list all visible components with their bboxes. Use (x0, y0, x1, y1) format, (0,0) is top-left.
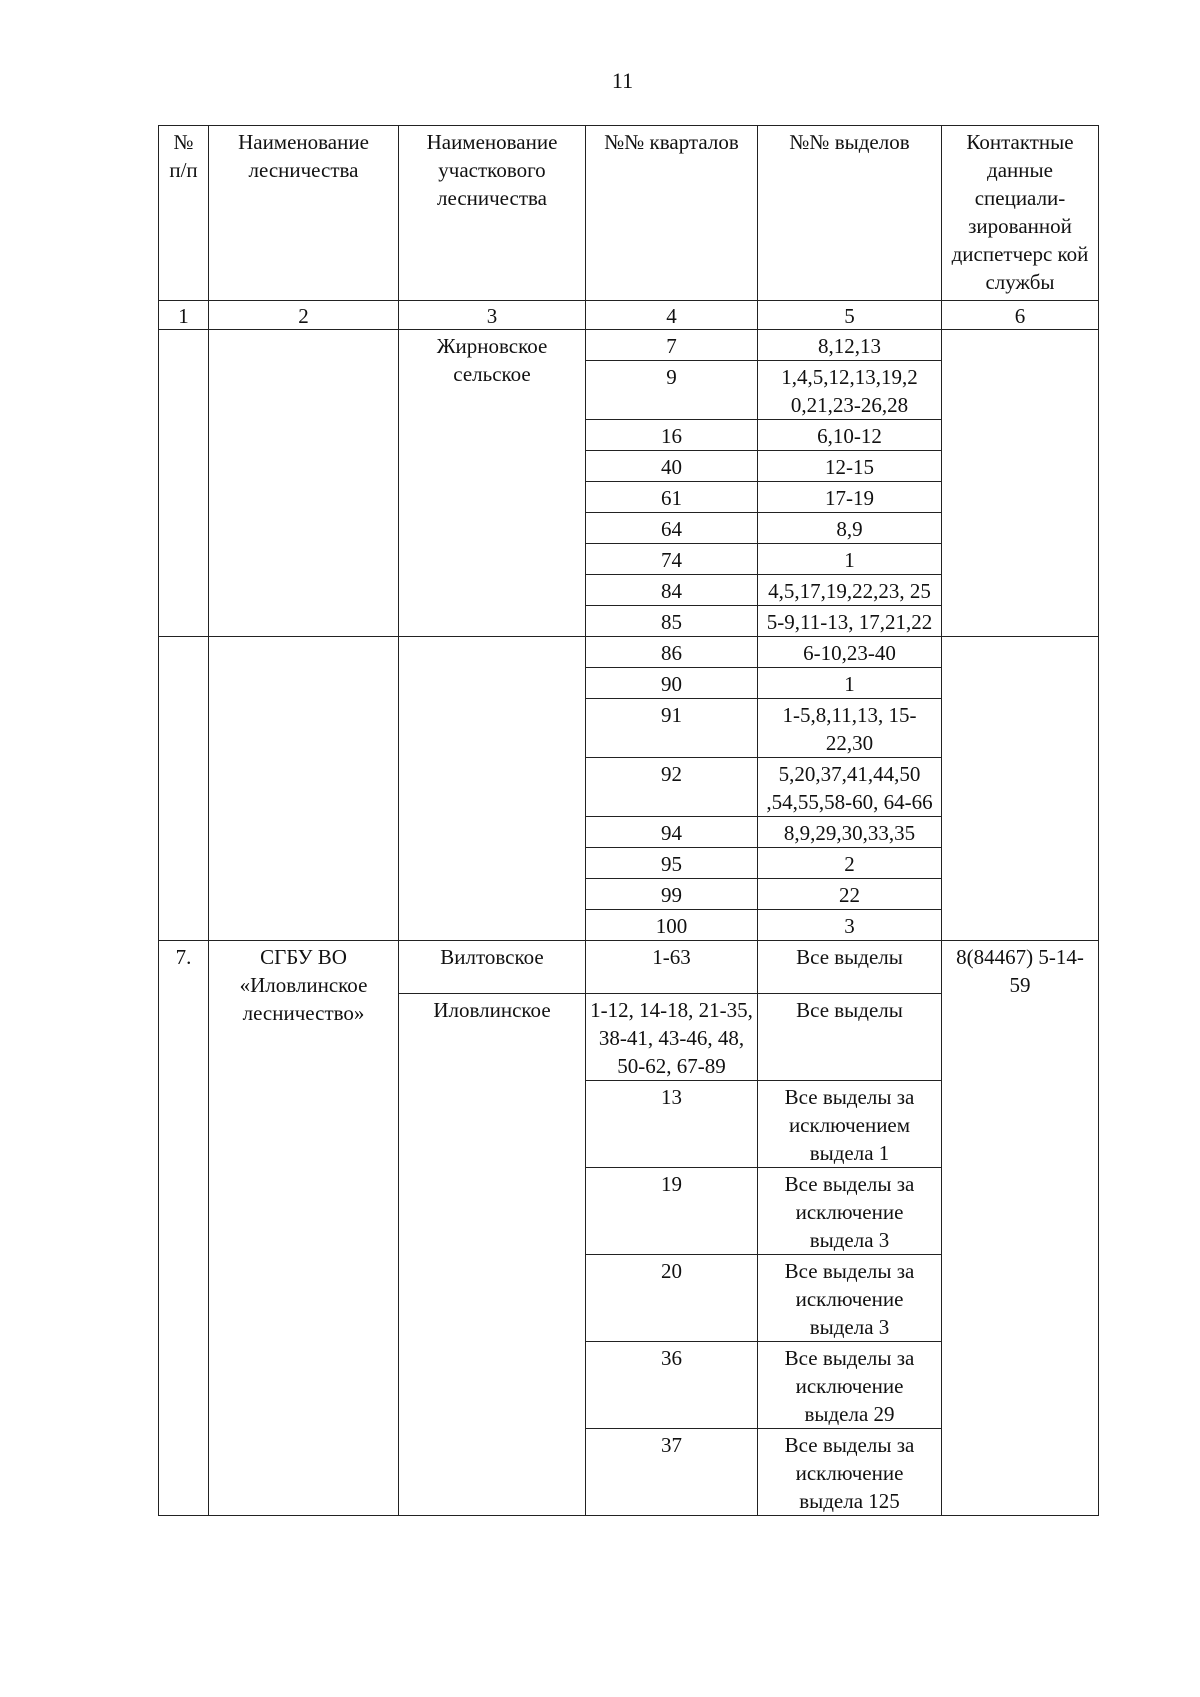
quarter-cell: 13 (586, 1081, 758, 1168)
column-number: 3 (399, 301, 586, 330)
district-cell: Иловлинское (399, 994, 586, 1516)
table-row (159, 941, 1099, 994)
quarter-cell: 19 (586, 1168, 758, 1255)
page-number: 11 (611, 68, 634, 93)
allotment-cell: 1 (758, 668, 942, 699)
quarter-cell: 95 (586, 848, 758, 879)
allotment-cell: Все выделы за исключением выдела 1 (758, 1081, 942, 1168)
quarter-cell: 16 (586, 420, 758, 451)
column-number-row (159, 301, 1099, 330)
column-number: 6 (942, 301, 1099, 330)
forestry-cell (209, 330, 399, 637)
allotment-cell: 1 (758, 544, 942, 575)
quarter-cell: 36 (586, 1342, 758, 1429)
forestry-cell (209, 637, 399, 941)
quarter-cell: 90 (586, 668, 758, 699)
district-cell: Вилтовское (399, 941, 586, 994)
allotment-cell: Все выделы за исключение выдела 3 (758, 1168, 942, 1255)
district-cell (399, 637, 586, 941)
header-cell: №№ выделов (758, 126, 942, 301)
quarter-cell: 37 (586, 1429, 758, 1516)
quarter-cell: 100 (586, 910, 758, 941)
quarter-cell: 61 (586, 482, 758, 513)
forestry-cell: СГБУ ВО «Иловлинское лесничество» (209, 941, 399, 1516)
district-cell: Жирновское сельское (399, 330, 586, 637)
header-cell: №№ кварталов (586, 126, 758, 301)
quarter-cell: 94 (586, 817, 758, 848)
quarter-cell: 99 (586, 879, 758, 910)
allotment-cell: 5,20,37,41,44,50 ,54,55,58-60, 64-66 (758, 758, 942, 817)
allotment-cell: 22 (758, 879, 942, 910)
quarter-cell: 20 (586, 1255, 758, 1342)
quarter-cell: 9 (586, 361, 758, 420)
allotment-cell: Все выделы за исключение выдела 3 (758, 1255, 942, 1342)
allotment-cell: 8,9 (758, 513, 942, 544)
quarter-cell: 91 (586, 699, 758, 758)
column-number: 1 (159, 301, 209, 330)
header-cell: Контактные данные специали-зированной диспетчерс кой службы (942, 126, 1099, 301)
table-row (159, 330, 1099, 361)
column-number: 4 (586, 301, 758, 330)
allotment-cell: 6,10-12 (758, 420, 942, 451)
contact-cell (942, 330, 1099, 637)
quarter-cell: 85 (586, 606, 758, 637)
contact-cell (942, 637, 1099, 941)
quarter-cell: 1-63 (586, 941, 758, 994)
forestry-table (158, 125, 1099, 1516)
allotment-cell: 3 (758, 910, 942, 941)
header-cell: № п/п (159, 126, 209, 301)
header-cell: Наименование участкового лесничества (399, 126, 586, 301)
contact-cell: 8(84467) 5-14-59 (942, 941, 1099, 1516)
row-number-cell (159, 330, 209, 637)
allotment-cell: 2 (758, 848, 942, 879)
quarter-cell: 1-12, 14-18, 21-35, 38-41, 43-46, 48, 50-62, 67-89 (586, 994, 758, 1081)
quarter-cell: 40 (586, 451, 758, 482)
column-number: 2 (209, 301, 399, 330)
allotment-cell: 6-10,23-40 (758, 637, 942, 668)
quarter-cell: 7 (586, 330, 758, 361)
quarter-cell: 84 (586, 575, 758, 606)
allotment-cell: 8,12,13 (758, 330, 942, 361)
allotment-cell: 8,9,29,30,33,35 (758, 817, 942, 848)
allotment-cell: 1-5,8,11,13, 15-22,30 (758, 699, 942, 758)
quarter-cell: 74 (586, 544, 758, 575)
allotment-cell: Все выделы (758, 994, 942, 1081)
table-row (159, 637, 1099, 668)
column-number: 5 (758, 301, 942, 330)
allotment-cell: 1,4,5,12,13,19,2 0,21,23-26,28 (758, 361, 942, 420)
quarter-cell: 92 (586, 758, 758, 817)
quarter-cell: 64 (586, 513, 758, 544)
allotment-cell: 17-19 (758, 482, 942, 513)
header-row (159, 126, 1099, 301)
allotment-cell: 12-15 (758, 451, 942, 482)
header-cell: Наименование лесничества (209, 126, 399, 301)
quarter-cell: 86 (586, 637, 758, 668)
allotment-cell: 4,5,17,19,22,23, 25 (758, 575, 942, 606)
allotment-cell: Все выделы (758, 941, 942, 994)
allotment-cell: Все выделы за исключение выдела 29 (758, 1342, 942, 1429)
row-number-cell (159, 637, 209, 941)
row-number-cell: 7. (159, 941, 209, 1516)
allotment-cell: Все выделы за исключение выдела 125 (758, 1429, 942, 1516)
allotment-cell: 5-9,11-13, 17,21,22 (758, 606, 942, 637)
